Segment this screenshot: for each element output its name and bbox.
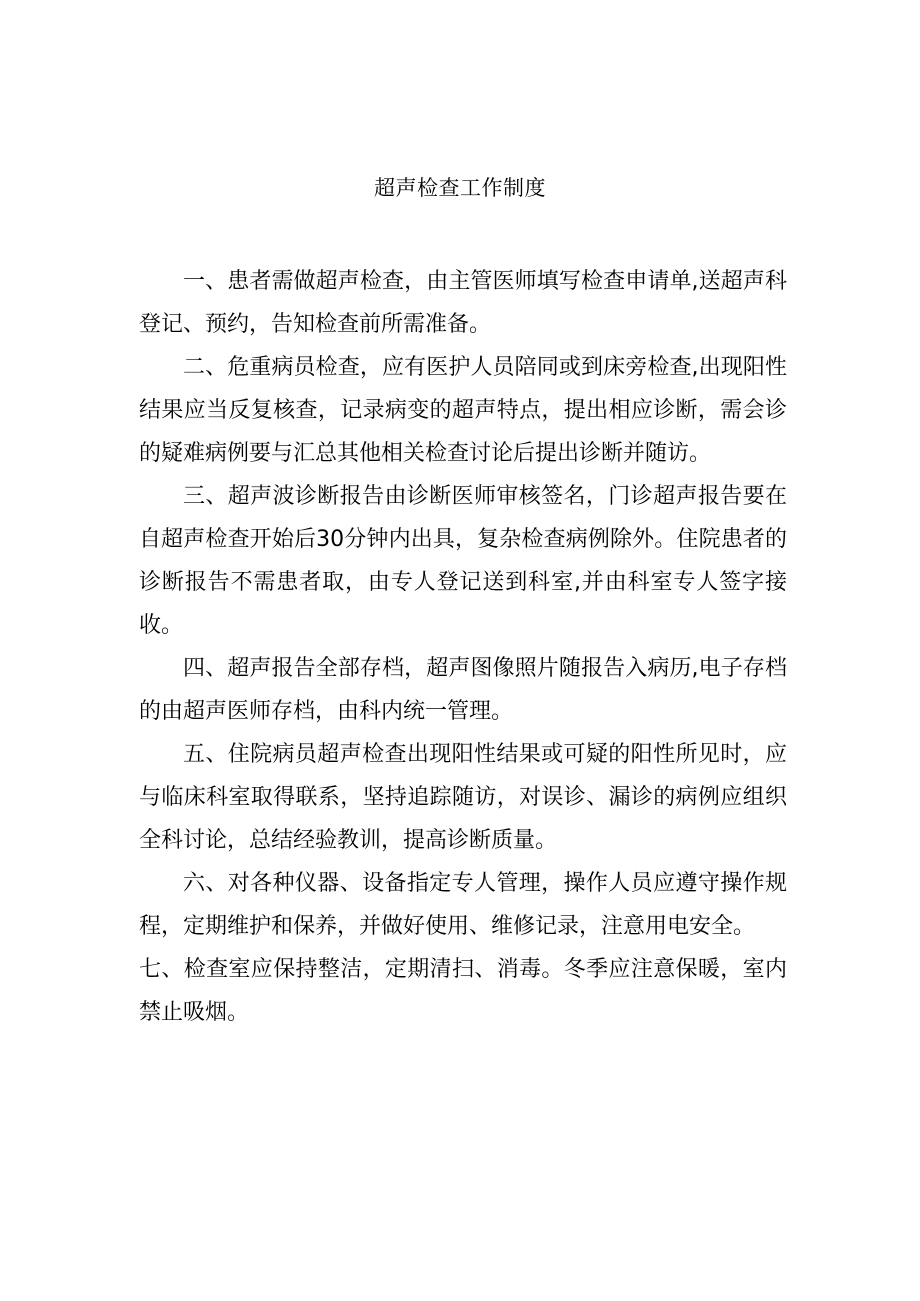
paragraph-4: 四、超声报告全部存档，超声图像照片随报告入病历,电子存档的由超声医师存档，由科内统一管理。 [139, 656, 787, 724]
paragraph-5: 五、住院病员超声检查出现阳性结果或可疑的阳性所见时，应与临床科室取得联系，坚持追踪随访，对误诊、漏诊的病例应组织全科讨论，总结经验教训，提高诊断质量。 [139, 742, 787, 853]
paragraph-3: 三、超声波诊断报告由诊断医师审核签名，门诊超声报告要在自超声检查开始后30分钟内出具，复杂检查病例除外。住院患者的诊断报告不需患者取，由专人登记送到科室,并由科室专人签字接收。 [139, 484, 787, 638]
document-title: 超声检查工作制度 [374, 176, 546, 200]
paragraph-6: 六、对各种仪器、设备指定专人管理，操作人员应遵守操作规程，定期维护和保养，并做好使用、维修记录，注意用电安全。 [139, 871, 787, 939]
paragraph-7: 七、检查室应保持整洁，定期清扫、消毒。冬季应注意保暖，室内禁止吸烟。 [139, 957, 787, 1025]
paragraph-2: 二、危重病员检查，应有医护人员陪同或到床旁检查,出现阳性结果应当反复核查，记录病变的超声特点，提出相应诊断，需会诊的疑难病例要与汇总其他相关检查讨论后提出诊断并随访。 [139, 355, 787, 466]
document-body [139, 260, 787, 1034]
paragraph-1: 一、患者需做超声检查，由主管医师填写检查申请单,送超声科登记、预约，告知检查前所需准备。 [139, 269, 787, 337]
